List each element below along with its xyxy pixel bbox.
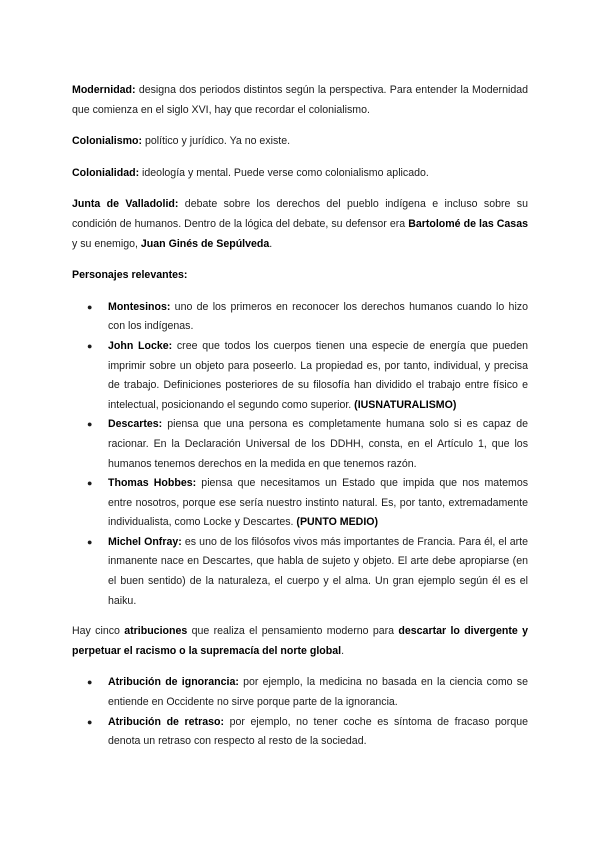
term-colonialidad: Colonialidad: <box>72 166 140 179</box>
item-text: por ejemplo, la medicina no basada en la ciencia como se entiende en Occidente no sirve porque parte de la ignorancia. <box>108 676 528 709</box>
list-item <box>87 337 528 415</box>
term-junta: Junta de Valladolid: <box>72 198 179 211</box>
list-item <box>87 415 528 474</box>
text-colonialidad: ideología y mental. Puede verse como colonialismo aplicado. <box>139 166 429 179</box>
atrib-bold-1: atribuciones <box>124 625 188 638</box>
paragraph-atribuciones <box>72 622 528 661</box>
item-text: es uno de los filósofos vivos más importantes de Francia. Para él, el arte inmanente nace en Descartes, que habla de sujeto y objeto. El arte debe apropiarse (en el buen sentido) de la naturaleza, el cuerpo y el alma. Un gran ejemplo según él es el haiku. <box>108 535 529 607</box>
list-item <box>87 713 528 752</box>
item-name: Michel Onfray: <box>108 535 182 548</box>
list-item <box>87 474 529 533</box>
item-text: piensa que una persona es completamente humana solo si es capaz de racionar. En la Declaración Universal de los DDHH, consta, en el Artículo 1, que los humanos tenemos derechos en la medida en que tenemos razón. <box>108 418 528 470</box>
text-junta-end: . <box>269 237 273 250</box>
text-junta: debate sobre los derechos del pueblo indígena e incluso sobre su condición de humanos. Dentro de la lógica del debate, su defensor era <box>72 198 528 230</box>
document-page <box>72 81 528 763</box>
text-junta-mid: y su enemigo, <box>72 237 141 250</box>
list-item <box>87 298 528 337</box>
bullet-icon: ● <box>87 677 93 688</box>
atrib-text-1: Hay cinco <box>72 625 125 638</box>
item-text: piensa que necesitamos un Estado que impida que nos matemos entre nosotros, porque ese sería nuestro instinto natural. Es, por tanto, extremadamente individualista, como Locke y Descartes. <box>108 477 529 529</box>
text-colonialismo: político y jurídico. Ya no existe. <box>142 135 291 148</box>
atribuciones-list <box>72 673 528 751</box>
term-colonialismo: Colonialismo: <box>72 135 143 148</box>
atrib-text-3: . <box>341 644 345 657</box>
bullet-icon: ● <box>87 478 93 489</box>
section-heading-personajes <box>72 266 528 286</box>
item-name: Thomas Hobbes: <box>108 477 197 490</box>
list-item <box>87 533 529 611</box>
bullet-icon: ● <box>87 340 93 351</box>
item-tag: (IUSNATURALISMO) <box>354 398 457 411</box>
bullet-icon: ● <box>87 536 93 547</box>
item-name: Atribución de ignorancia: <box>108 676 239 689</box>
item-tag: (PUNTO MEDIO) <box>296 516 379 529</box>
enemigo-name: Juan Ginés de Sepúlveda <box>140 237 270 250</box>
heading-text: Personajes relevantes: <box>72 269 188 282</box>
item-name: John Locke: <box>108 339 173 352</box>
term-modernidad: Modernidad: <box>72 84 136 96</box>
paragraph-colonialismo <box>72 132 528 152</box>
text-modernidad: designa dos periodos distintos según la perspectiva. Para entender la Modernidad que comienza en el siglo XVI, hay que recordar el colonialismo. <box>72 84 528 116</box>
item-text: por ejemplo, no tener coche es síntoma de fracaso porque denota un retraso con respecto al resto de la sociedad. <box>108 715 528 748</box>
list-item <box>87 673 528 712</box>
personajes-list <box>72 298 528 612</box>
paragraph-colonialidad <box>72 164 528 184</box>
bullet-icon: ● <box>87 301 93 312</box>
item-name: Descartes: <box>108 418 163 431</box>
item-name: Atribución de retraso: <box>108 715 224 728</box>
defensor-name: Bartolomé de las Casas <box>408 217 528 230</box>
paragraph-modernidad <box>72 81 528 120</box>
item-text: uno de los primeros en reconocer los derechos humanos cuando lo hizo con los indígenas. <box>108 300 528 333</box>
atrib-bold-2: descartar lo divergente y perpetuar el racismo o la supremacía del norte global <box>72 625 528 657</box>
paragraph-junta <box>72 195 528 254</box>
item-name: Montesinos: <box>108 300 171 313</box>
item-text: cree que todos los cuerpos tienen una especie de energía que pueden imprimir sobre un objeto para poseerlo. La propiedad es, por tanto, individual, y precisa de trabajo. Definiciones posteriores de su filosofía han dividido el trabajo entre físico e intelectual, posicionando el segundo como superior. <box>108 339 528 411</box>
bullet-icon: ● <box>87 419 93 430</box>
bullet-icon: ● <box>87 716 93 727</box>
atrib-text-2: que realiza el pensamiento moderno para <box>187 625 399 638</box>
